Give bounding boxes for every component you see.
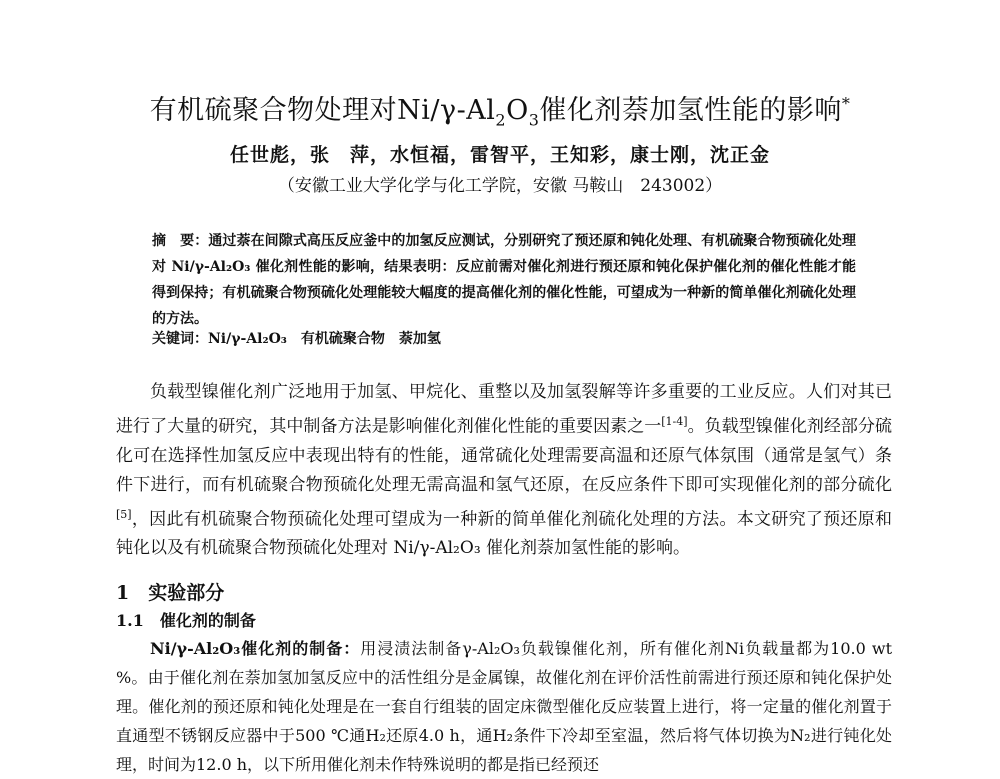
section-heading: 1 实验部分 <box>116 582 225 604</box>
keywords-text: Ni/γ-Al₂O₃ 有机硫聚合物 萘加氢 <box>208 331 441 347</box>
body-text <box>116 634 892 779</box>
title-text-mid: O <box>506 95 529 126</box>
citation-ref-2: [5] <box>116 507 132 521</box>
keywords-label: 关键词： <box>152 331 208 347</box>
body-lead: Ni/γ-Al₂O₃催化剂的制备： <box>150 639 361 658</box>
title-text-post: 催化剂萘加氢性能的影响 <box>539 95 842 126</box>
intro-paragraph <box>116 378 892 563</box>
author-list: 任世彪，张 萍，水恒福，雷智平，王知彩，康士刚，沈正金 <box>229 144 770 166</box>
title-subscript-2: 3 <box>528 110 540 130</box>
paper-title <box>0 88 1000 130</box>
abstract <box>152 228 856 332</box>
abstract-label: 摘 要： <box>152 233 209 249</box>
intro-text-2: 。负载型镍催化剂经部分硫化可在选择性加氢反应中表现出特有的性能，通常硫化处理需要高温和还原气体氛围（通常是氢气）条件下进行，而有机硫聚合物预硫化处理无需高温和氢气还原，在反应条件下即可实现催化剂的部分硫化 <box>116 416 893 495</box>
affiliation: （安徽工业大学化学与化工学院，安徽 马鞍山 243002） <box>277 176 723 196</box>
abstract-text: 通过萘在间隙式高压反应釜中的加氢反应测试，分别研究了预还原和钝化处理、有机硫聚合物预硫化处理对 Ni/γ-Al₂O₃ 催化剂性能的影响，结果表明：反应前需对催化剂进行预还原和钝化保护催化剂的催化性能才能得到保持；有机硫聚合物预硫化处理能较大幅度的提高催化剂的催化性能，可望成为一种新的简单催化剂硫化处理的方法。 <box>152 233 856 327</box>
title-subscript-1: 2 <box>495 110 507 130</box>
intro-text-3: ，因此有机硫聚合物预硫化处理可望成为一种新的简单催化剂硫化处理的方法。本文研究了预还原和钝化以及有机硫聚合物预硫化处理对 Ni/γ-Al₂O₃ 催化剂萘加氢性能的影响。 <box>116 509 892 559</box>
body-paragraph <box>116 634 892 779</box>
body-paragraph-text: 用浸渍法制备γ-Al₂O₃负载镍催化剂，所有催化剂Ni负载量都为10.0 wt %。由于催化剂在萘加氢加氢反应中的活性组分是金属镍，故催化剂在评价活性前需进行预还原和钝化保护处理。催化剂的预还原和钝化处理是在一套自行组装的固定床微型催化反应装置上进行，将一定量的催化剂置于直通型不锈钢反应器中于500 ℃通H₂还原4.0 h，通H₂条件下冷却至室温，然后将气体切换为N₂进行钝化处理，时间为12.0 h，以下所用催化剂未作特殊说明的都是指已经预还 <box>116 639 892 774</box>
citation-ref-1: [1-4] <box>661 415 688 428</box>
introduction <box>116 378 892 563</box>
keywords <box>152 326 856 352</box>
title-footnote-mark: * <box>841 94 851 113</box>
intro-text-1: 负载型镍催化剂广泛地用于加氢、甲烷化、重整以及加氢裂解等许多重要的工业反应。人们对其已进行了大量的研究，其中制备方法是影响催化剂催化性能的重要因素之一 <box>116 382 892 437</box>
subsection-heading: 1.1 催化剂的制备 <box>116 611 256 630</box>
title-text-pre: 有机硫聚合物处理对Ni/γ-Al <box>149 95 496 126</box>
